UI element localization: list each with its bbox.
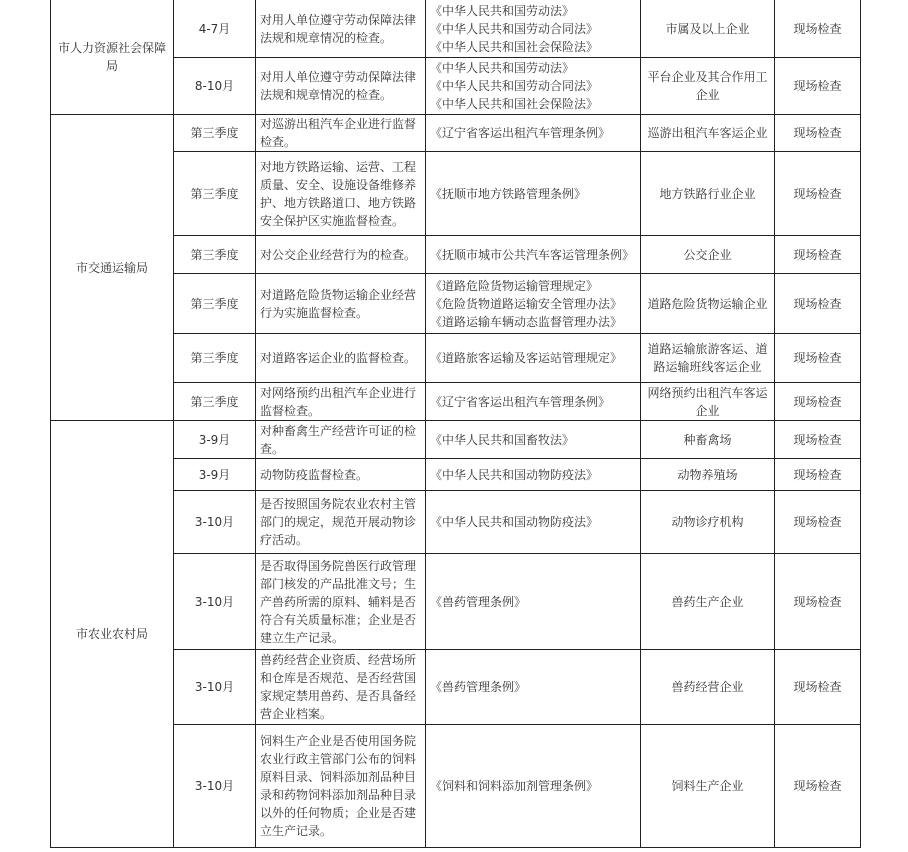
target-cell: 市属及以上企业 [641, 0, 775, 58]
law-cell [426, 236, 641, 274]
target-cell: 饲料生产企业 [641, 725, 775, 848]
target-cell: 网络预约出租汽车客运企业 [641, 383, 775, 421]
law-item: 《中华人民共和国动物防疫法》 [430, 515, 599, 529]
target-cell: 道路运输旅游客运、道路运输班线客运企业 [641, 334, 775, 383]
law-cell [426, 58, 641, 115]
department-cell: 市农业农村局 [51, 421, 174, 848]
law-item: 《兽药管理条例》 [430, 680, 527, 694]
target-cell: 兽药经营企业 [641, 650, 775, 725]
period-cell: 3-10月 [174, 725, 256, 848]
content-cell: 兽药经营企业资质、经营场所和仓库是否规范、是否经营国家规定禁用兽药、是否具备经营企业档案。 [256, 650, 426, 725]
method-cell: 现场检查 [775, 152, 861, 236]
period-cell: 3-10月 [174, 650, 256, 725]
department-cell: 市交通运输局 [51, 115, 174, 421]
law-item: 《中华人民共和国动物防疫法》 [430, 467, 599, 482]
method-cell: 现场检查 [775, 0, 861, 58]
law-item: 《兽药管理条例》 [430, 594, 527, 609]
period-cell: 第三季度 [174, 383, 256, 421]
period-cell: 3-10月 [174, 491, 256, 554]
law-item: 《饲料和饲料添加剂管理条例》 [430, 779, 599, 793]
law-cell [426, 274, 641, 334]
content-cell: 对用人单位遵守劳动保障法律法规和规章情况的检查。 [256, 0, 426, 58]
law-item: 《抚顺市城市公共汽车客运管理条例》 [430, 247, 635, 262]
law-item: 《中华人民共和国劳动法》 [430, 3, 575, 18]
target-cell: 公交企业 [641, 236, 775, 274]
period-cell: 8-10月 [174, 58, 256, 115]
inspection-plan-table [50, 0, 861, 848]
table-row [51, 115, 861, 152]
law-cell [426, 115, 641, 152]
method-cell: 现场检查 [775, 334, 861, 383]
law-cell [426, 152, 641, 236]
period-cell: 第三季度 [174, 274, 256, 334]
method-cell: 现场检查 [775, 421, 861, 459]
period-cell: 第三季度 [174, 152, 256, 236]
content-cell: 对道路危险货物运输企业经营行为实施监督检查。 [256, 274, 426, 334]
law-item: 《道路旅客运输及客运站管理规定》 [430, 351, 623, 365]
law-item: 《中华人民共和国畜牧法》 [430, 432, 575, 447]
content-cell: 对公交企业经营行为的检查。 [256, 236, 426, 274]
method-cell: 现场检查 [775, 650, 861, 725]
method-cell: 现场检查 [775, 383, 861, 421]
period-cell: 第三季度 [174, 115, 256, 152]
table-row [51, 421, 861, 459]
law-item: 《中华人民共和国社会保险法》 [430, 97, 599, 111]
method-cell: 现场检查 [775, 236, 861, 274]
content-cell: 是否取得国务院兽医行政管理部门核发的产品批准文号；生产兽药所需的原料、辅料是否符合有关质量标准；企业是否建立生产记录。 [256, 554, 426, 650]
law-cell [426, 383, 641, 421]
target-cell: 动物诊疗机构 [641, 491, 775, 554]
period-cell: 3-10月 [174, 554, 256, 650]
content-cell: 动物防疫监督检查。 [256, 459, 426, 491]
method-cell: 现场检查 [775, 274, 861, 334]
method-cell: 现场检查 [775, 554, 861, 650]
law-item: 《中华人民共和国劳动法》 [430, 61, 575, 75]
law-item: 《辽宁省客运出租汽车管理条例》 [430, 126, 611, 140]
method-cell: 现场检查 [775, 459, 861, 491]
target-cell: 兽药生产企业 [641, 554, 775, 650]
target-cell: 动物养殖场 [641, 459, 775, 491]
content-cell: 对道路客运企业的监督检查。 [256, 334, 426, 383]
period-cell: 3-9月 [174, 421, 256, 459]
period-cell: 第三季度 [174, 236, 256, 274]
target-cell: 巡游出租汽车客运企业 [641, 115, 775, 152]
content-cell: 是否按照国务院农业农村主管部门的规定，规范开展动物诊疗活动。 [256, 491, 426, 554]
department-cell: 市人力资源社会保障局 [51, 0, 174, 115]
law-item: 《危险货物道路运输安全管理办法》 [430, 296, 623, 311]
law-item: 《道路危险货物运输管理规定》 [430, 278, 599, 293]
law-cell [426, 554, 641, 650]
method-cell: 现场检查 [775, 58, 861, 115]
law-item: 《中华人民共和国劳动合同法》 [430, 79, 599, 93]
law-item: 《抚顺市地方铁路管理条例》 [430, 186, 587, 201]
method-cell: 现场检查 [775, 115, 861, 152]
law-cell [426, 334, 641, 383]
target-cell: 地方铁路行业企业 [641, 152, 775, 236]
target-cell: 道路危险货物运输企业 [641, 274, 775, 334]
period-cell: 4-7月 [174, 0, 256, 58]
content-cell: 对巡游出租汽车企业进行监督检查。 [256, 115, 426, 152]
law-cell [426, 725, 641, 848]
period-cell: 3-9月 [174, 459, 256, 491]
table-row [51, 0, 861, 58]
content-cell: 对地方铁路运输、运营、工程质量、安全、设施设备维修养护、地方铁路道口、地方铁路安全保护区实施监督检查。 [256, 152, 426, 236]
content-cell: 对种畜禽生产经营许可证的检查。 [256, 421, 426, 459]
content-cell: 对用人单位遵守劳动保障法律法规和规章情况的检查。 [256, 58, 426, 115]
period-cell: 第三季度 [174, 334, 256, 383]
target-cell: 平台企业及其合作用工企业 [641, 58, 775, 115]
law-cell [426, 650, 641, 725]
target-cell: 种畜禽场 [641, 421, 775, 459]
law-item: 《道路运输车辆动态监督管理办法》 [430, 314, 623, 329]
method-cell: 现场检查 [775, 725, 861, 848]
law-cell [426, 0, 641, 58]
method-cell: 现场检查 [775, 491, 861, 554]
law-cell [426, 421, 641, 459]
law-item: 《中华人民共和国劳动合同法》 [430, 21, 599, 36]
law-cell [426, 491, 641, 554]
law-cell [426, 459, 641, 491]
law-item: 《辽宁省客运出租汽车管理条例》 [430, 394, 611, 409]
content-cell: 饲料生产企业是否使用国务院农业行政主管部门公布的饲料原料目录、饲料添加剂品种目录和药物饲料添加剂品种目录以外的任何物质；企业是否建立生产记录。 [256, 725, 426, 848]
content-cell: 对网络预约出租汽车企业进行监督检查。 [256, 383, 426, 421]
law-item: 《中华人民共和国社会保险法》 [430, 39, 599, 54]
